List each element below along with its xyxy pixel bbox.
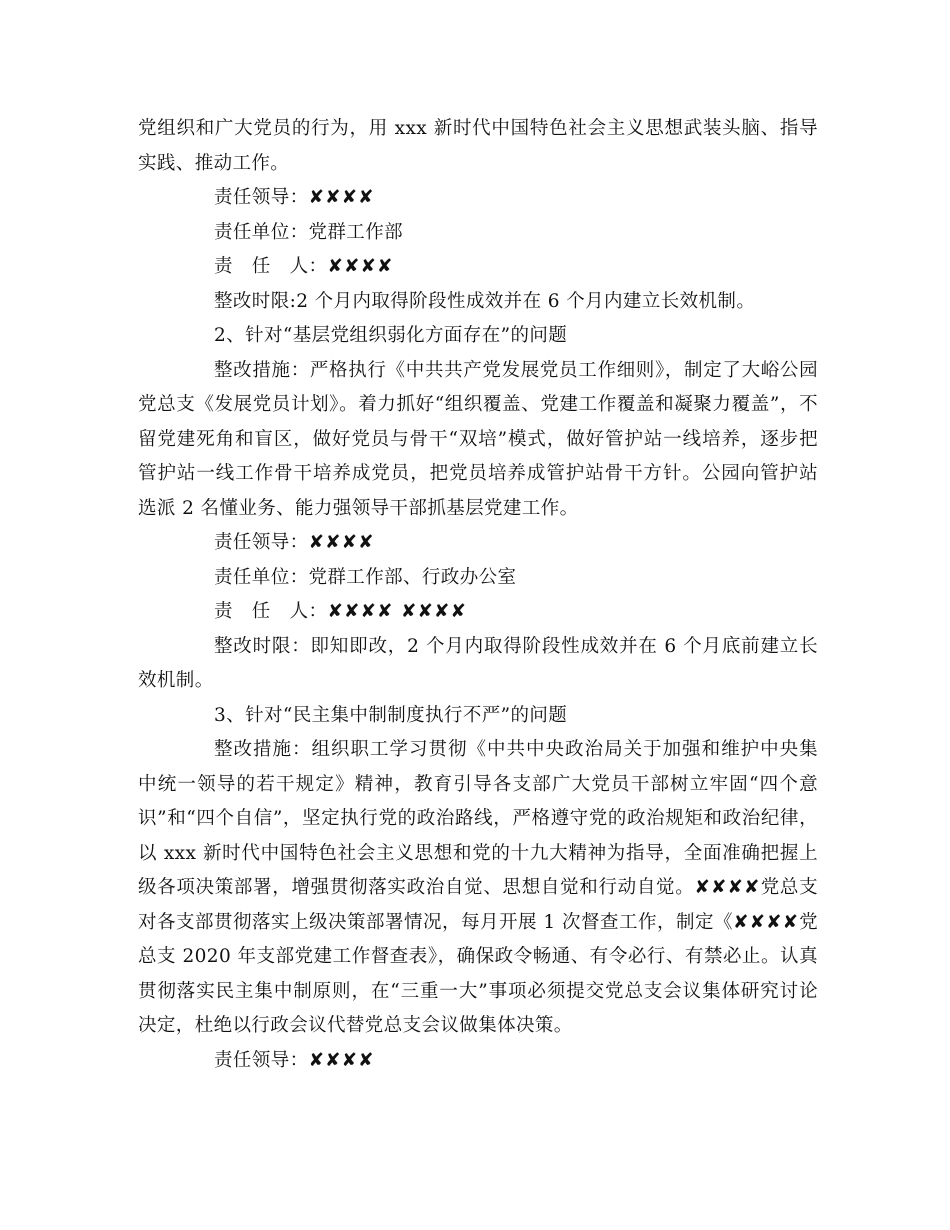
redacted-name: ✘✘✘✘ ✘✘✘✘ (327, 601, 467, 622)
redacted-name: ✘✘✘✘ (327, 256, 394, 277)
deadline-line (138, 630, 818, 699)
field-label: 责任领导： (214, 532, 309, 553)
redacted-name: ✘✘✘✘ (308, 532, 375, 553)
heading-text: 3、针对“民主集中制制度执行不严”的问题 (214, 704, 568, 726)
paragraph-continuation (138, 112, 818, 181)
document-body (138, 112, 818, 1078)
responsible-person-line (138, 250, 818, 285)
field-text: 责任单位：党群工作部、行政办公室 (214, 566, 517, 588)
redacted-name: ✘✘✘✘ (308, 187, 375, 208)
measures-paragraph (138, 354, 818, 527)
redacted-name: ✘✘✘✘ (694, 877, 761, 898)
responsible-leader-line (138, 181, 818, 216)
section-heading (138, 319, 818, 354)
field-label: 责任领导： (214, 187, 309, 208)
field-text: 整改时限:2 个月内取得阶段性成效并在 6 个月内建立长效机制。 (214, 290, 756, 312)
deadline-line (138, 285, 818, 320)
paragraph-text: 整改措施：严格执行《中共共产党发展党员工作细则》，制定了大峪公园党总支《发展党员计划》。着力抓好“组织覆盖、党建工作覆盖和凝聚力覆盖”，不留党建死角和盲区，做好党员与骨干“双培”模式，做好管护站一线培养，逐步把管护站一线工作骨干培养成党员，把党员培养成管护站骨干方针。公园向管护站选派 2 名懂业务、能力强领导干部抓基层党建工作。 (138, 359, 818, 519)
field-text: 责任单位：党群工作部 (214, 221, 404, 243)
responsible-person-line (138, 595, 818, 630)
responsible-leader-line (138, 1044, 818, 1079)
section-heading (138, 699, 818, 734)
field-label: 责任领导： (214, 1049, 309, 1071)
field-label: 责 任 人： (214, 256, 328, 277)
field-text: 整改时限：即知即改，2 个月内取得阶段性成效并在 6 个月底前建立长效机制。 (138, 635, 818, 691)
paragraph-text: 整改措施：组织职工学习贯彻《中共中央政治局关于加强和维护中央集中统一领导的若干规定》精神，教育引导各支部广大党员干部树立牢固“四个意识”和“四个自信”，坚定执行党的政治路线，严格遵守党的政治规矩和政治纪律，以 xxx 新时代中国特色社会主义思想和党的十九大精神为指导，全面准确把握上级各项决策部署，增强贯彻落实政治自觉、思想自觉和行动自觉。 (138, 739, 818, 898)
paragraph-text: 党总支对各支部贯彻落实上级决策部署情况，每月开展 1 次督查工作，制定《 (138, 877, 818, 933)
responsible-unit-line (138, 216, 818, 251)
responsible-leader-line (138, 526, 818, 561)
field-label: 责 任 人： (214, 601, 328, 622)
paragraph-text: 党总支 2020 年支部党建工作督查表》，确保政令畅通、有令必行、有禁必止。认真贯彻落实民主集中制原则，在“三重一大”事项必须提交党总支会议集体研究讨论决定，杜绝以行政会议代替党总支会议做集体决策。 (138, 911, 819, 1036)
redacted-name: ✘✘✘✘ (732, 911, 799, 933)
redacted-name: ✘✘✘✘ (308, 1049, 375, 1071)
responsible-unit-line (138, 561, 818, 596)
heading-text: 2、针对“基层党组织弱化方面存在”的问题 (214, 325, 568, 346)
measures-paragraph (138, 733, 818, 1044)
paragraph-text: 党组织和广大党员的行为，用 xxx 新时代中国特色社会主义思想武装头脑、指导实践、推动工作。 (138, 118, 818, 174)
